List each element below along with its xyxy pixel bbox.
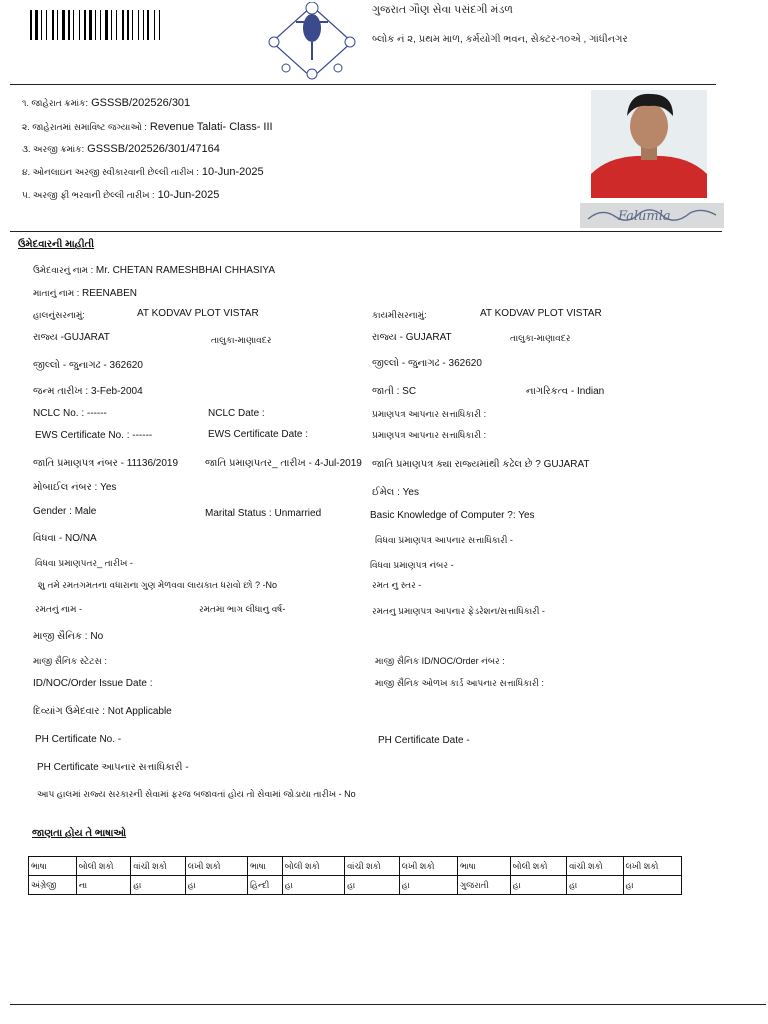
barcode-bar [154,10,155,40]
languages-data-row [29,876,682,895]
table-cell: હા [185,876,247,895]
state-1: રાજ્ય -GUJARAT [33,332,110,343]
table-cell: ના [76,876,130,895]
nclc-authority: પ્રમાણપત્ર આપનાર સત્તાધિકારી : [372,409,487,419]
table-cell: હિન્દી [247,876,282,895]
advt-no: ૧. જાહેરાત ક્રમાંક: GSSSB/202526/301 [22,97,191,109]
org-address: બ્લોક નં ૨, પ્રથમ માળ, કર્મયોગી ભવન, સેક્ટર-૧૦એ , ગાંધીનગર [372,34,628,45]
candidate-photo [591,90,707,198]
mother-name: માતાનું નામ : REENABEN [33,288,137,299]
barcode-bar [46,10,47,40]
state-2: રાજ્ય - GUJARAT [372,332,452,343]
nclc-no: NCLC No. : ------ [33,408,107,419]
mobile: મોબાઈલ નંબર : Yes [33,482,117,493]
barcode-bar [89,10,92,40]
table-cell: ભાષા [247,857,282,876]
date-of-birth: જન્મ તારીખ : 3-Feb-2004 [33,386,143,397]
barcode-bar [52,10,54,40]
table-cell: વાંચી શકો [567,857,623,876]
ex-serviceman: માજી સૈનિક : No [33,631,104,642]
barcode-bar [84,10,86,40]
sports-question: શુ તમે રમતગમતના વધારાના ગુણ મેળવવા લાયકાત ધરાવો છો ? -No [38,580,277,590]
table-cell: હા [623,876,682,895]
gender: Gender : Male [33,506,97,517]
govt-service: આપ હાલમાં રાજ્ય સરકારની સેવામાં ફરજ બજાવતાં હોય તો સેવામાં જોડાયા તારીખ - No [37,789,356,799]
noc-issue-date: ID/NOC/Order Issue Date : [33,678,153,689]
barcode-bar [147,10,149,40]
posts: ૨. જાહેરાતમાં સમાવિષ્ટ જગ્યાઓ : Revenue Talati- Class- III [22,121,273,133]
barcode-bar [127,10,129,40]
ews-authority: પ્રમાણપત્ર આપનાર સત્તાધિકારી : [372,430,487,440]
current-address-label: હાલનુંસરનામું: [33,310,85,320]
widow-cert-no: વિધવા પ્રમાણપત્ર નંબર - [370,560,454,570]
barcode-bar [132,10,133,40]
nclc-date: NCLC Date : [208,408,265,419]
barcode-bar [30,10,32,40]
candidate-name: ઉમેદવારનું નામ : Mr. CHETAN RAMESHBHAI CHHASIYA [33,265,276,276]
header-divider [10,84,716,85]
table-cell: વાંચી શકો [131,857,185,876]
barcode-bar [95,10,96,40]
ex-serviceman-id: માજી સૈનિક ID/NOC/Order નંબર : [375,656,505,666]
current-address-value: AT KODVAV PLOT VISTAR [137,308,259,319]
sports-level: રમત નુ સ્તર - [372,580,422,590]
computer-knowledge: Basic Knowledge of Computer ?: Yes [370,510,535,521]
table-cell: બોલી શકો [76,857,130,876]
last-date-fee: ૫. અરજી ફી ભરવાની છેલ્લી તારીખ : 10-Jun-2025 [22,189,220,201]
barcode-bar [68,10,70,40]
table-cell: બોલી શકો [282,857,344,876]
barcode-bar [138,10,139,40]
org-name: ગુજરાત ગૌણ સેવા પસંદગી મંડળ [372,4,514,16]
table-cell: લખી શકો [399,857,457,876]
email: ઈમેલ : Yes [372,487,419,498]
ph-cert-date: PH Certificate Date - [378,735,470,746]
last-date-apply: ૪. ઓનલાઇન અરજી સ્વીકારવાની છેલ્લી તારીખ : 10-Jun-2025 [22,166,264,178]
disability: દિવ્યાંગ ઉમેદવાર : Not Applicable [33,706,172,717]
languages-title: જાણતા હોય તે ભાષાઓ [32,828,127,839]
district-2: જીલ્લો - જુનાગઢ - 362620 [372,358,482,369]
ex-serviceman-authority: માજી સૈનિક ઓળખ કાર્ડ આપનાર સત્તાધિકારી : [375,678,544,688]
gsssb-logo [266,2,358,80]
ph-cert-no: PH Certificate No. - [35,734,122,745]
table-cell: હા [510,876,566,895]
barcode-bar [35,10,38,40]
table-cell: ગુજરાતી [457,876,510,895]
section-title: ઉમેદવારની માહીતી [18,239,95,250]
table-cell: ભાષા [457,857,510,876]
barcode-bar [73,10,74,40]
caste-cert-no: જાતિ પ્રમાણપત્ર નંબર - 11136/2019 [33,458,179,469]
footer-divider [10,1004,766,1005]
taluka-2: તાલુકા-માણાવદર [510,333,571,343]
barcode-bar [111,10,112,40]
table-cell: વાંચી શકો [345,857,399,876]
barcode-bar [100,10,101,40]
table-cell: લખી શકો [623,857,682,876]
sports-name: રમતનું નામ - [35,604,82,614]
permanent-address-value: AT KODVAV PLOT VISTAR [480,308,602,319]
caste: જાતી : SC [372,386,417,397]
barcode-bar [122,10,124,40]
barcode-bar [159,10,160,40]
table-cell: બોલી શકો [510,857,566,876]
languages-header-row [29,857,682,876]
ex-serviceman-status: માજી સૈનિક સ્ટેટસ : [33,656,107,666]
table-cell: હા [345,876,399,895]
section-divider [10,231,722,232]
table-cell: હા [567,876,623,895]
barcode-bar [105,10,108,40]
taluka-1: તાલુકા-માણાવદર [211,335,272,345]
languages-table [28,856,682,895]
caste-cert-date: જાતિ પ્રમાણપતર_ તારીખ - 4-Jul-2019 [205,458,362,469]
table-cell: લખી શકો [185,857,247,876]
table-cell: હા [131,876,185,895]
table-cell: હા [282,876,344,895]
widow-authority: વિધવા પ્રમાણપત્ર આપનાર સત્તાધિકારી - [375,535,513,545]
caste-cert-state: જાતિ પ્રમાણપત્ર ક્યા રાજ્યમાંથી કઢેલ છે ? GUJARAT [372,459,590,470]
ews-date: EWS Certificate Date : [208,429,309,440]
barcode-bar [79,10,80,40]
marital-status: Marital Status : Unmarried [205,508,322,519]
barcode-bar [116,10,117,40]
barcode-bar [62,10,65,40]
table-cell: અંગ્રેજી [29,876,77,895]
sports-authority: રમતનુ પ્રમાણપત્ર આપનાર ફેડરેશન/સત્તાધિકારી - [372,606,545,616]
table-cell: હા [399,876,457,895]
application-no: ૩. અરજી ક્રમાંક: GSSSB/202526/301/47164 [22,143,220,155]
barcode-bar [143,10,144,40]
widow-cert-date: વિધવા પ્રમાણપતર_ તારીખ - [35,558,133,568]
barcode [30,10,200,40]
sports-year: રમતમા ભાગ લીધાનુ વર્ષ- [199,604,286,614]
table-cell: ભાષા [29,857,77,876]
ph-cert-authority: PH Certificate આપનાર સત્તાધિકારી - [37,762,189,773]
candidate-signature [580,203,724,228]
nationality: નાગરિકત્વ - Indian [526,386,605,397]
barcode-bar [57,10,58,40]
permanent-address-label: કાયમીસરનામું: [372,310,427,320]
widow: વિધવા - NO/NA [33,533,97,544]
ews-no: EWS Certificate No. : ------ [35,430,153,441]
svg-text:Falumla: Falumla [618,209,671,224]
district-1: જીલ્લો - જુનાગઢ - 362620 [33,360,143,371]
barcode-bar [41,10,42,40]
